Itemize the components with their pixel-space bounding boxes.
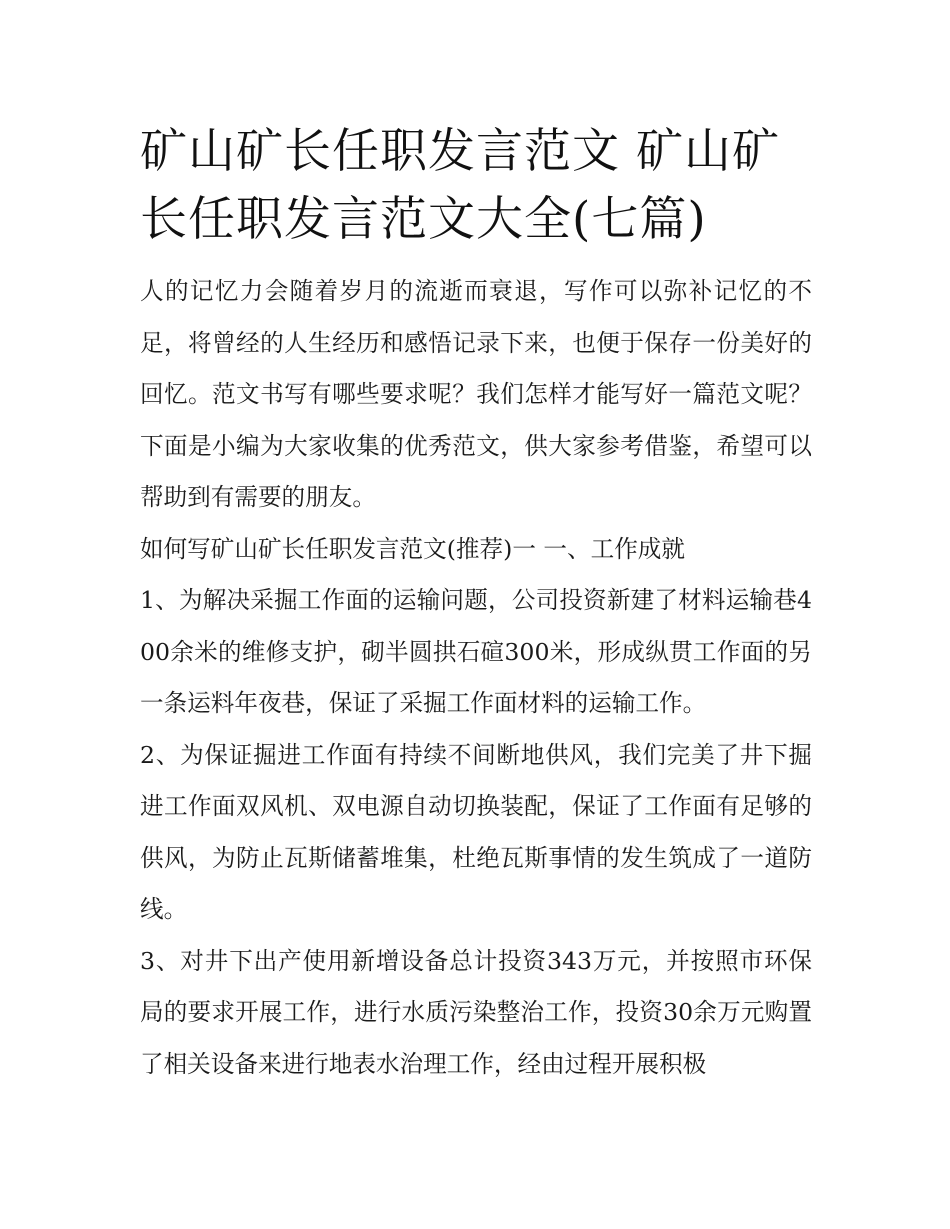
intro-paragraph: 人的记忆力会随着岁月的流逝而衰退，写作可以弥补记忆的不足，将曾经的人生经历和感悟记录下来，也便于保存一份美好的回忆。范文书写有哪些要求呢？我们怎样才能写好一篇范文呢？下面是小编为大家收集的优秀范文，供大家参考借鉴，希望可以帮助到有需要的朋友。: [140, 277, 812, 511]
list-item-1: 1、为解决采掘工作面的运输问题，公司投资新建了材料运输巷400余米的维修支护，砌半圆拱石碹300米，形成纵贯工作面的另一条运料年夜巷，保证了采掘工作面材料的运输工作。: [140, 586, 812, 717]
list-item-3: 3、对井下出产使用新增设备总计投资343万元，并按照市环保局的要求开展工作，进行水质污染整治工作，投资30余万元购置了相关设备来进行地表水治理工作，经由过程开展积极: [140, 946, 812, 1078]
section-heading: 如何写矿山矿长任职发言范文(推荐)一 一、工作成就: [140, 534, 685, 563]
document-body: [140, 266, 812, 1090]
document-title: 矿山矿长任职发言范文 矿山矿长任职发言范文大全(七篇): [140, 124, 780, 247]
document-page: [140, 118, 812, 1090]
list-item-2: 2、为保证掘进工作面有持续不间断地供风，我们完美了井下掘进工作面双风机、双电源自动切换装配，保证了工作面有足够的供风，为防止瓦斯储蓄堆集，杜绝瓦斯事情的发生筑成了一道防线。: [140, 740, 812, 923]
